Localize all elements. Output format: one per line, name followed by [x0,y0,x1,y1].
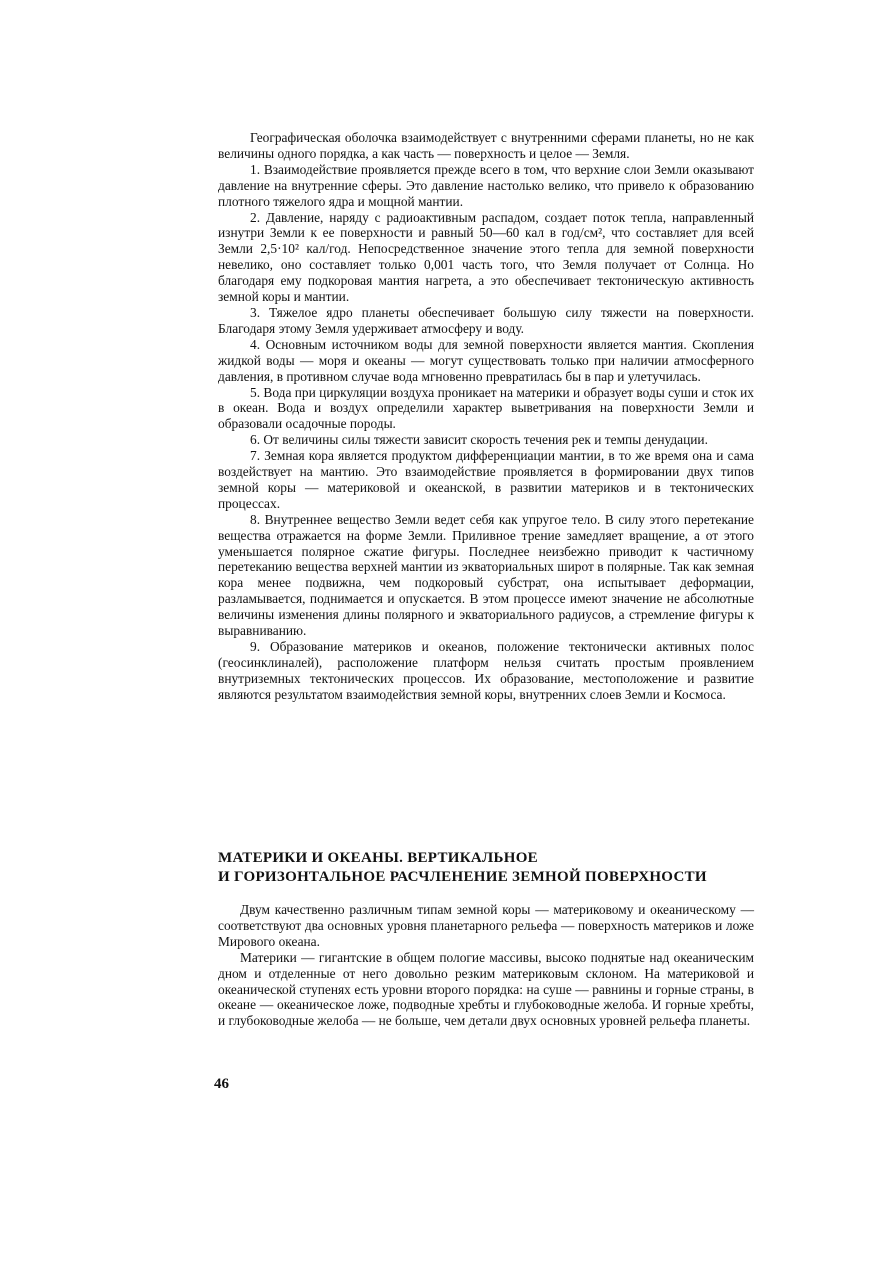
paragraph-6: 6. От величины силы тяжести зависит скорость течения рек и темпы денудации. [250,432,708,448]
section-heading-line-2: И ГОРИЗОНТАЛЬНОЕ РАСЧЛЕНЕНИЕ ЗЕМНОЙ ПОВЕРХНОСТИ [218,868,707,885]
section-heading-line-1: МАТЕРИКИ И ОКЕАНЫ. ВЕРТИКАЛЬНОЕ [218,850,538,866]
paragraph-9: 9. Образование материков и океанов, положение тектонически активных полос (геосинклиналей), расположение платформ нельзя считать простым проявлением внутриземных тектонических процессов. Их образование, местоположение и развитие являются результатом взаимодействия земной коры, внутренних слоев Земли и Космоса. [218,639,754,702]
paragraph-2: 2. Давление, наряду с радиоактивным распадом, создает поток тепла, направленный изнутри Земли к ее поверхности и равный 50—60 кал в год/см², что составляет для всей Земли 2,5·10² кал/год. Непосредственное значение этого тепла для земной поверхности невелико, оно составляет только 0,001 часть того, что Земля получает от Солнца. Но благодаря ему подкоровая мантия нагрета, а это обеспечивает тектоническую активность земной коры и мантии. [218,209,754,305]
main-text-block [218,130,754,703]
paragraph-7: 7. Земная кора является продуктом дифференциации мантии, в то же время она и сама воздействует на мантию. Это взаимодействие проявляется в формировании двух типов земной коры — материковой и океанской, в развитии материков и в тектонических процессах. [218,448,754,511]
paragraph-4: 4. Основным источником воды для земной поверхности является мантия. Скопления жидкой воды — моря и океаны — могут существовать только при наличии атмосферного давления, в противном случае вода мгновенно превратилась бы в пар и улетучилась. [218,336,754,384]
section-heading [218,849,758,886]
paragraph-intro: Географическая оболочка взаимодействует с внутренними сферами планеты, но не как величины одного порядка, а как часть — поверхность и целое — Земля. [218,130,754,161]
paragraph-8: 8. Внутреннее вещество Земли ведет себя как упругое тело. В силу этого перетекание вещества отражается на форме Земли. Приливное трение замедляет вращение, а от этого уменьшается полярное сжатие фигуры. Последнее неизбежно приводит к частичному перетеканию вещества верхней мантии из экваториальных широт в полярные. Так как земная кора менее подвижна, чем подкоровый субстрат, она испытывает деформации, разламывается, поднимается и опускается. В этом процессе имеют значение не абсолютные величины изменения длины полярного и экваториального радиусов, а стремление фигуры к выравниванию. [218,511,754,639]
paragraph-1: 1. Взаимодействие проявляется прежде всего в том, что верхние слои Земли оказывают давление на внутренние сферы. Это давление настолько велико, что привело к образованию плотного тяжелого ядра и мощной мантии. [218,161,754,209]
paragraph-5: 5. Вода при циркуляции воздуха проникает на материки и образует воды суши и сток их в океан. Вода и воздух определили характер выветривания на поверхности Земли и образовали осадочные породы. [218,384,754,432]
paragraph-3: 3. Тяжелое ядро планеты обеспечивает большую силу тяжести на поверхности. Благодаря этому Земля удерживает атмосферу и воду. [218,304,754,336]
section-paragraph-1: Двум качественно различным типам земной коры — материковому и океаническому — соответствуют два основных уровня планетарного рельефа — поверхность материков и ложе Мирового океана. [218,902,754,949]
section-text-block [218,902,754,1029]
page-number: 46 [214,1076,229,1092]
section-paragraph-2: Материки — гигантские в общем пологие массивы, высоко поднятые над океаническим дном и отделенные от него довольно резким материковым склоном. На материковой и океанической ступенях есть уровни второго порядка: на суше — равнины и горные страны, в океане — океаническое ложе, подводные хребты и глубоководные желоба. И горные хребты, и глубоководные желоба — не больше, чем детали двух основных уровней рельефа планеты. [218,949,754,1029]
